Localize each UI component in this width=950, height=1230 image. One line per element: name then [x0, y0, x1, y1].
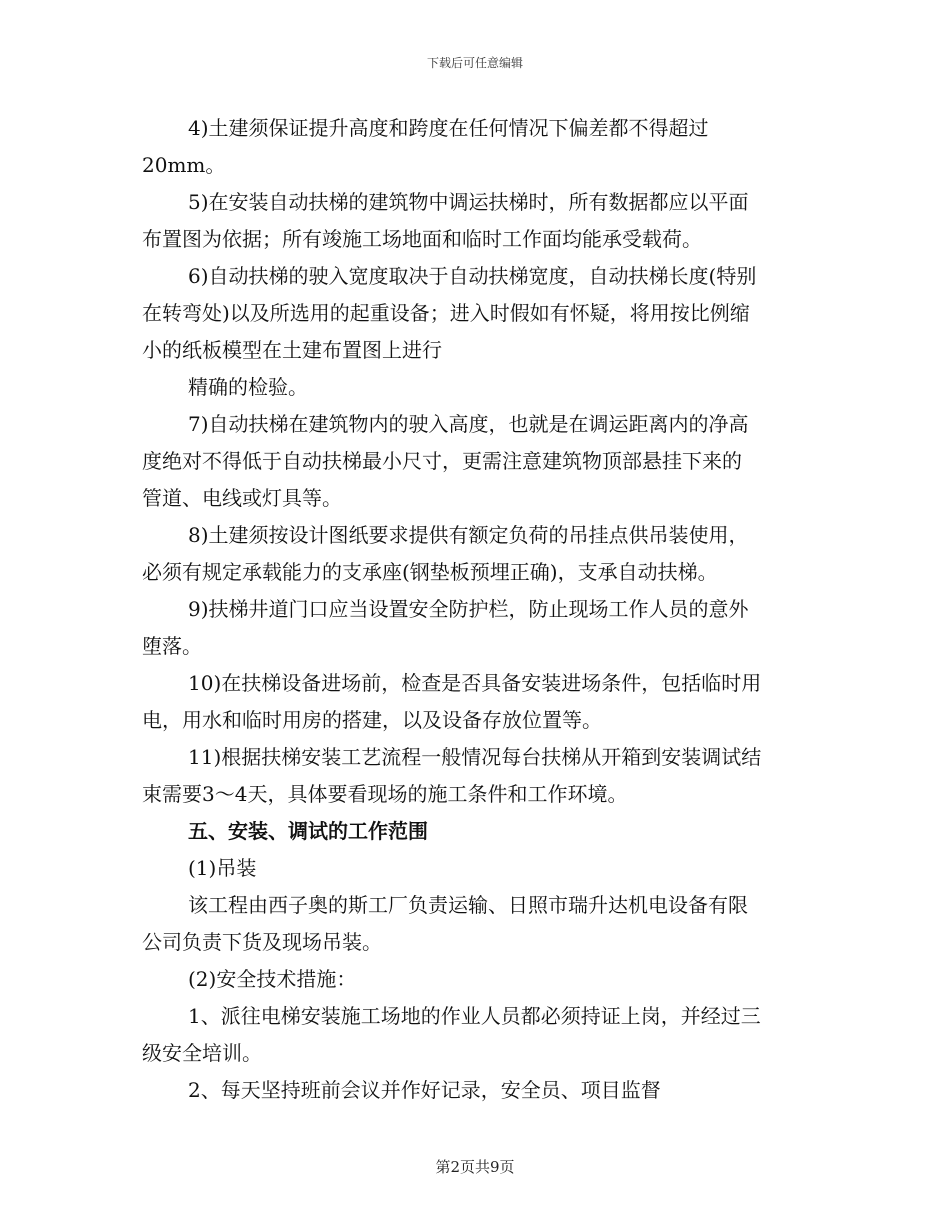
paragraph-8: 8)土建须按设计图纸要求提供有额定负荷的吊挂点供吊装使用， 必须有规定承载能力的支承座(钢垫板预埋正确)，支承自动扶梯。 [142, 523, 749, 584]
page-header: 下载后可任意编辑 [426, 56, 523, 70]
paragraph-11: 11)根据扶梯安装工艺流程一般情况每台扶梯从开箱到安装调试结 束需要3～4天，具体要看现场的施工条件和工作环境。 [142, 745, 762, 806]
paragraph-6-continued: 精确的检验。 [188, 375, 308, 399]
paragraph-9: 9)扶梯井道门口应当设置安全防护栏，防止现场工作人员的意外 堕落。 [142, 597, 749, 658]
paragraph-5: 5)在安装自动扶梯的建筑物中调运扶梯时，所有数据都应以平面 布置图为依据；所有竣施工场地面和临时工作面均能承受载荷。 [142, 190, 749, 251]
paragraph-7: 7)自动扶梯在建筑物内的驶入高度，也就是在调运距离内的净高 度绝对不得低于自动扶梯最小尺寸，更需注意建筑物顶部悬挂下来的 管道、电线或灯具等。 [142, 412, 749, 510]
paragraph-safety-2: 2、每天坚持班前会议并作好记录，安全员、项目监督 [188, 1078, 661, 1102]
paragraph-10: 10)在扶梯设备进场前，检查是否具备安装进场条件，包括临时用 电，用水和临时用房的搭建，以及设备存放位置等。 [142, 671, 762, 732]
section-heading: 五、安装、调试的工作范围 [188, 819, 428, 843]
document-body [142, 110, 810, 1109]
subheading-lifting: (1)吊装 [188, 856, 257, 880]
page-footer: 第2页共9页 [435, 1158, 515, 1176]
paragraph-6: 6)自动扶梯的驶入宽度取决于自动扶梯宽度，自动扶梯长度(特别 在转弯处)以及所选用的起重设备；进入时假如有怀疑，将用按比例缩 小的纸板模型在土建布置图上进行 [142, 264, 757, 362]
subheading-safety: (2)安全技术措施： [188, 967, 357, 991]
paragraph-lifting: 该工程由西子奥的斯工厂负责运输、日照市瑞升达机电设备有限 公司负责下货及现场吊装。 [142, 893, 748, 954]
paragraph-4: 4)土建须保证提升高度和跨度在任何情况下偏差都不得超过 20mm。 [142, 116, 709, 177]
paragraph-safety-1: 1、派往电梯安装施工场地的作业人员都必须持证上岗，并经过三 级安全培训。 [142, 1004, 761, 1065]
